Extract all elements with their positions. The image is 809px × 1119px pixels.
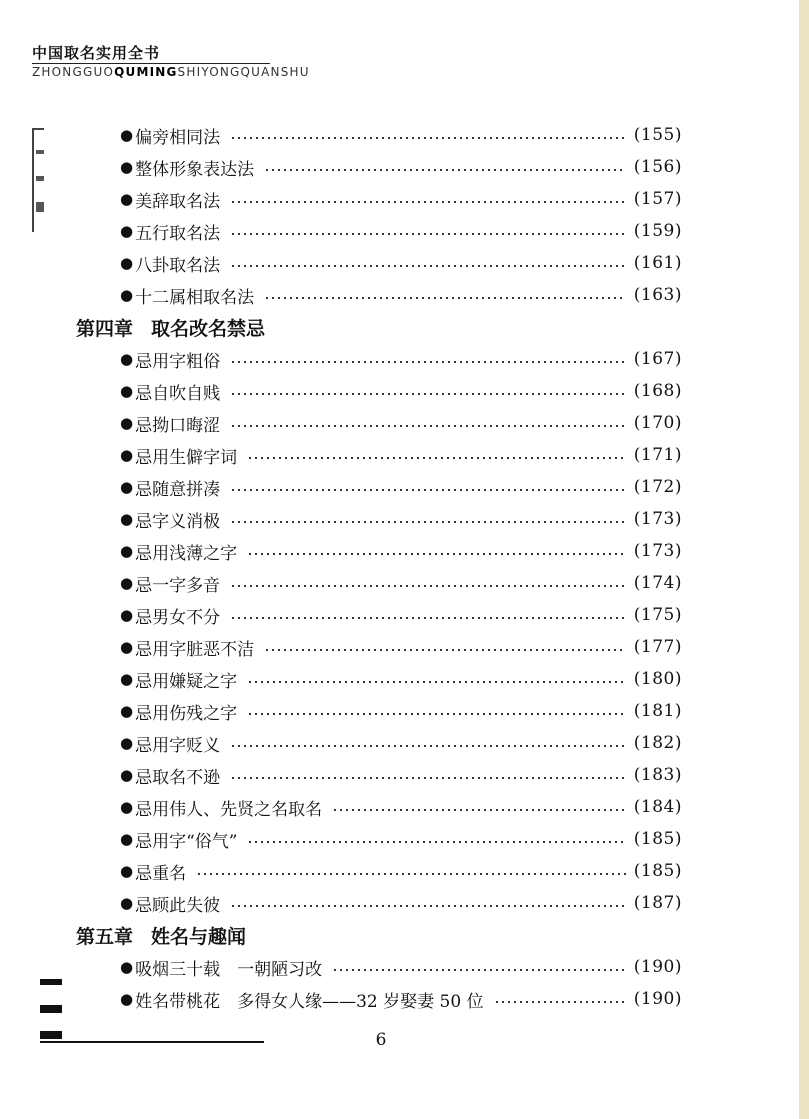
pinyin-part-2: QUMING [114, 65, 178, 79]
entry-title: 忌重名 [135, 863, 187, 884]
toc-entry [120, 378, 682, 404]
bullet-icon: ● [120, 190, 134, 208]
entry-page-number: (174) [633, 573, 682, 593]
page-edge-shadow [799, 0, 809, 1119]
entry-page-number: (156) [633, 157, 682, 177]
dot-leader [332, 969, 626, 971]
dot-leader [494, 1001, 626, 1003]
entry-page-number: (181) [633, 701, 682, 721]
chapter-number: 第五章 [76, 925, 134, 948]
bullet-icon: ● [120, 798, 134, 816]
entry-page-number: (155) [633, 125, 682, 145]
entry-page-number: (187) [633, 893, 682, 913]
entry-title: 忌用字粗俗 [135, 351, 221, 372]
toc-entry [120, 698, 682, 724]
entry-title: 忌顾此失彼 [135, 895, 221, 916]
dot-leader [264, 297, 626, 299]
chapter-number: 第四章 [76, 317, 134, 340]
bullet-icon: ● [120, 350, 134, 368]
entry-page-number: (184) [633, 797, 682, 817]
toc-entry [120, 602, 682, 628]
entry-title: 五行取名法 [135, 223, 221, 244]
bullet-icon: ● [120, 862, 134, 880]
toc-entry [120, 954, 682, 980]
entry-title: 忌取名不逊 [135, 767, 221, 788]
chapter-heading [76, 922, 246, 948]
running-header [32, 44, 310, 79]
toc-entry [120, 506, 682, 532]
entry-page-number: (161) [633, 253, 682, 273]
entry-page-number: (175) [633, 605, 682, 625]
bullet-icon: ● [120, 894, 134, 912]
entry-page-number: (170) [633, 413, 682, 433]
dot-leader [230, 489, 626, 491]
dot-leader [247, 457, 626, 459]
entry-page-number: (180) [633, 669, 682, 689]
entry-title: 吸烟三十载 一朝陋习改 [135, 959, 323, 980]
bullet-icon: ● [120, 414, 134, 432]
entry-title: 忌用浅薄之字 [135, 543, 238, 564]
entry-page-number: (157) [633, 189, 682, 209]
entry-page-number: (177) [633, 637, 682, 657]
toc-entry [120, 666, 682, 692]
entry-title: 忌用伟人、先贤之名取名 [135, 799, 323, 820]
entry-title: 忌男女不分 [135, 607, 221, 628]
bullet-icon: ● [120, 990, 134, 1008]
dot-leader [247, 841, 625, 843]
entry-title: 八卦取名法 [135, 255, 221, 276]
bullet-icon: ● [120, 542, 134, 560]
entry-title: 忌拗口晦涩 [135, 415, 221, 436]
toc-entry [120, 538, 682, 564]
bullet-icon: ● [120, 478, 134, 496]
entry-page-number: (190) [633, 957, 682, 977]
entry-title: 忌随意拼凑 [135, 479, 221, 500]
bullet-icon: ● [120, 958, 134, 976]
bullet-icon: ● [120, 606, 134, 624]
bullet-icon: ● [120, 830, 134, 848]
bullet-icon: ● [120, 222, 134, 240]
entry-title: 忌用生僻字词 [135, 447, 238, 468]
dot-leader [230, 393, 626, 395]
dot-leader [230, 233, 626, 235]
toc-entry [120, 634, 682, 660]
toc-entry [120, 218, 682, 244]
dot-leader [230, 585, 626, 587]
entry-title: 忌一字多音 [135, 575, 221, 596]
margin-marker-top [32, 128, 46, 232]
entry-page-number: (183) [633, 765, 682, 785]
toc-entry [120, 794, 682, 820]
dot-leader [264, 169, 626, 171]
toc-entry [120, 890, 682, 916]
dot-leader [230, 265, 626, 267]
footer-rule [40, 1041, 264, 1043]
page-number: 6 [375, 1030, 387, 1050]
bullet-icon: ● [120, 574, 134, 592]
dot-leader [230, 905, 626, 907]
entry-page-number: (168) [633, 381, 682, 401]
bullet-icon: ● [120, 766, 134, 784]
entry-title: 忌字义消极 [135, 511, 221, 532]
bullet-icon: ● [120, 126, 134, 144]
bullet-icon: ● [120, 638, 134, 656]
toc-entry [120, 858, 682, 884]
entry-title: 整体形象表达法 [135, 159, 255, 180]
entry-title: 忌用字贬义 [135, 735, 221, 756]
entry-page-number: (163) [633, 285, 682, 305]
toc-entry [120, 442, 682, 468]
bullet-icon: ● [120, 286, 134, 304]
toc-entry [120, 474, 682, 500]
header-rule [32, 63, 270, 64]
bullet-icon: ● [120, 158, 134, 176]
dot-leader [332, 809, 626, 811]
entry-page-number: (173) [633, 541, 682, 561]
entry-title: 忌用嫌疑之字 [135, 671, 238, 692]
toc-entry [120, 346, 682, 372]
bullet-icon: ● [120, 734, 134, 752]
dot-leader [230, 777, 626, 779]
entry-title: 忌自吹自贱 [135, 383, 221, 404]
toc-entry [120, 730, 682, 756]
chapter-title: 姓名与趣闻 [151, 925, 247, 948]
bullet-icon: ● [120, 510, 134, 528]
book-title: 中国取名实用全书 [32, 44, 161, 62]
toc-entry [120, 122, 682, 148]
entry-page-number: (171) [633, 445, 682, 465]
dot-leader [196, 873, 626, 875]
toc-entry [120, 410, 682, 436]
bullet-icon: ● [120, 382, 134, 400]
entry-page-number: (185) [633, 861, 682, 881]
toc-entry [120, 250, 682, 276]
toc-entry [120, 186, 682, 212]
book-title-pinyin [32, 65, 310, 79]
dot-leader [247, 681, 626, 683]
entry-page-number: (182) [633, 733, 682, 753]
dot-leader [230, 521, 626, 523]
entry-title: 偏旁相同法 [135, 127, 221, 148]
dot-leader [230, 617, 626, 619]
entry-title: 忌用字“俗气” [135, 831, 238, 852]
entry-page-number: (172) [633, 477, 682, 497]
entry-title: 忌用字脏恶不洁 [135, 639, 255, 660]
dot-leader [230, 201, 626, 203]
entry-title: 姓名带桃花 多得女人缘——32 岁娶妻 50 位 [135, 991, 484, 1012]
entry-title: 忌用伤残之字 [135, 703, 238, 724]
entry-title: 美辞取名法 [135, 191, 221, 212]
bullet-icon: ● [120, 670, 134, 688]
entry-page-number: (159) [633, 221, 682, 241]
pinyin-part-3: SHIYONGQUANSHU [177, 65, 310, 79]
entry-page-number: (190) [633, 989, 682, 1009]
dot-leader [247, 713, 626, 715]
entry-page-number: (185) [633, 829, 682, 849]
toc-entry [120, 570, 682, 596]
toc-entry [120, 282, 682, 308]
margin-marker-bottom [40, 975, 64, 1045]
bullet-icon: ● [120, 254, 134, 272]
chapter-heading [76, 314, 265, 340]
toc-entry [120, 826, 682, 852]
dot-leader [230, 137, 626, 139]
pinyin-part-1: ZHONGGUO [32, 65, 115, 79]
entry-title: 十二属相取名法 [135, 287, 255, 308]
entry-page-number: (173) [633, 509, 682, 529]
dot-leader [230, 425, 626, 427]
dot-leader [230, 361, 626, 363]
toc-entry [120, 154, 682, 180]
bullet-icon: ● [120, 446, 134, 464]
toc-entry [120, 762, 682, 788]
chapter-title: 取名改名禁忌 [151, 317, 266, 340]
dot-leader [230, 745, 626, 747]
dot-leader [247, 553, 626, 555]
dot-leader [264, 649, 626, 651]
toc-entry [120, 986, 682, 1012]
entry-page-number: (167) [633, 349, 682, 369]
bullet-icon: ● [120, 702, 134, 720]
